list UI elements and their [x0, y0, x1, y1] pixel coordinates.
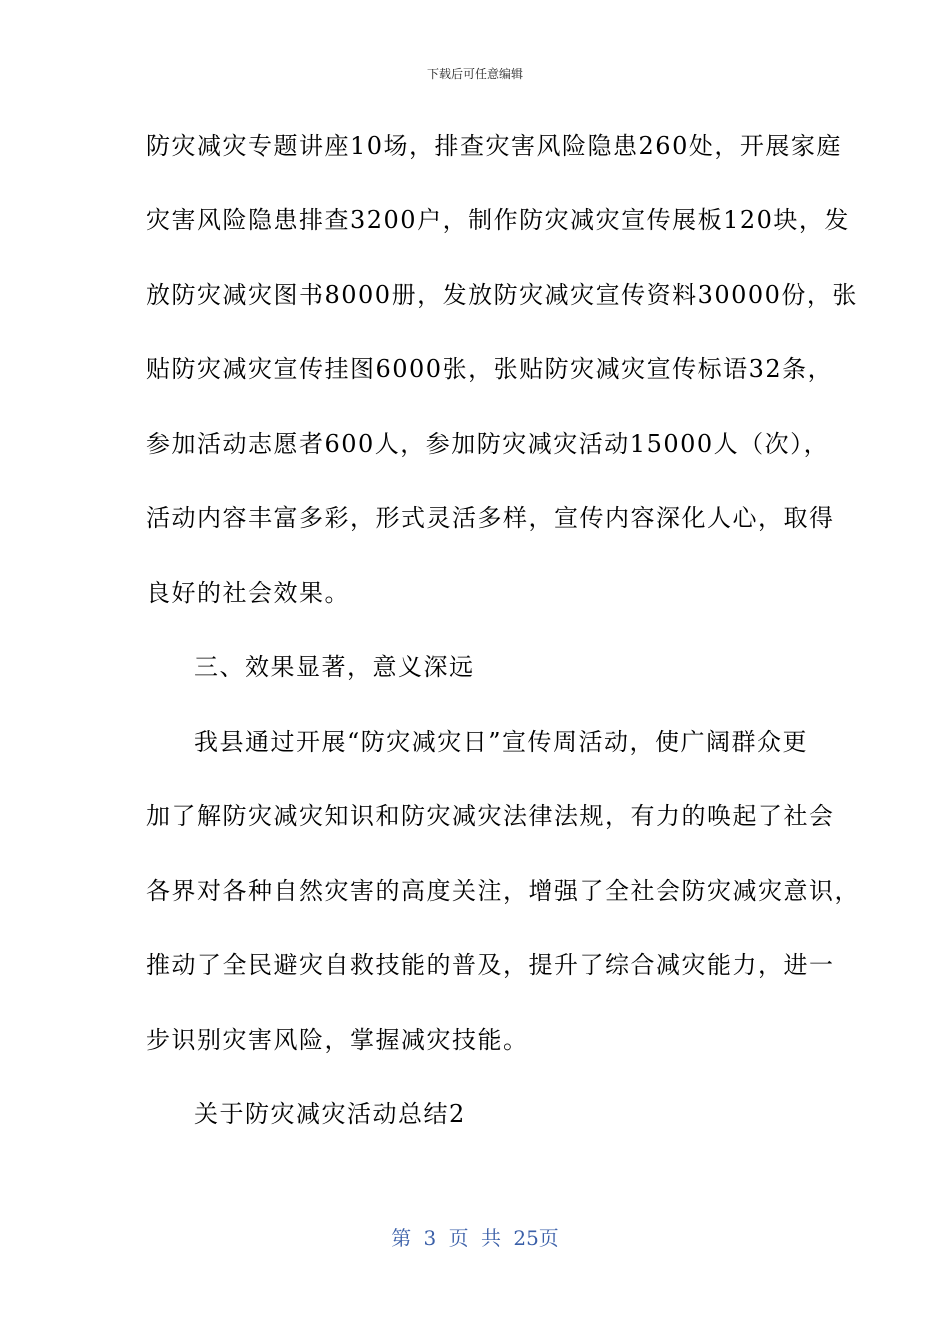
paragraph-line: 加了解防灾减灾知识和防灾减灾法律法规，有力的唤起了社会 — [146, 802, 835, 830]
paragraph-line: 良好的社会效果。 — [146, 579, 350, 607]
paragraph-line: 防灾减灾专题讲座10场，排查灾害风险隐患260处，开展家庭 — [146, 132, 842, 160]
paragraph-line: 各界对各种自然灾害的高度关注，增强了全社会防灾减灾意识， — [146, 877, 860, 905]
page-header: 下载后可任意编辑 — [426, 67, 523, 81]
section-title: 关于防灾减灾活动总结2 — [194, 1100, 466, 1128]
paragraph-line: 参加活动志愿者600人，参加防灾减灾活动15000人（次）， — [146, 430, 830, 458]
section-heading: 三、效果显著，意义深远 — [194, 653, 475, 681]
paragraph-line: 推动了全民避灾自救技能的普及，提升了综合减灾能力，进一 — [146, 951, 835, 979]
paragraph-line: 我县通过开展“防灾减灾日”宣传周活动，使广阔群众更 — [194, 728, 809, 756]
paragraph-line: 放防灾减灾图书8000册，发放防灾减灾宣传资料30000份，张 — [146, 281, 858, 309]
paragraph-line: 步识别灾害风险，掌握减灾技能。 — [146, 1026, 529, 1054]
page-number: 第 3 页 共 25页 — [391, 1226, 559, 1250]
paragraph-line: 活动内容丰富多彩，形式灵活多样，宣传内容深化人心，取得 — [146, 504, 835, 532]
paragraph-line: 贴防灾减灾宣传挂图6000张，张贴防灾减灾宣传标语32条， — [146, 355, 834, 383]
paragraph-line: 灾害风险隐患排查3200户，制作防灾减灾宣传展板120块，发 — [146, 206, 850, 234]
